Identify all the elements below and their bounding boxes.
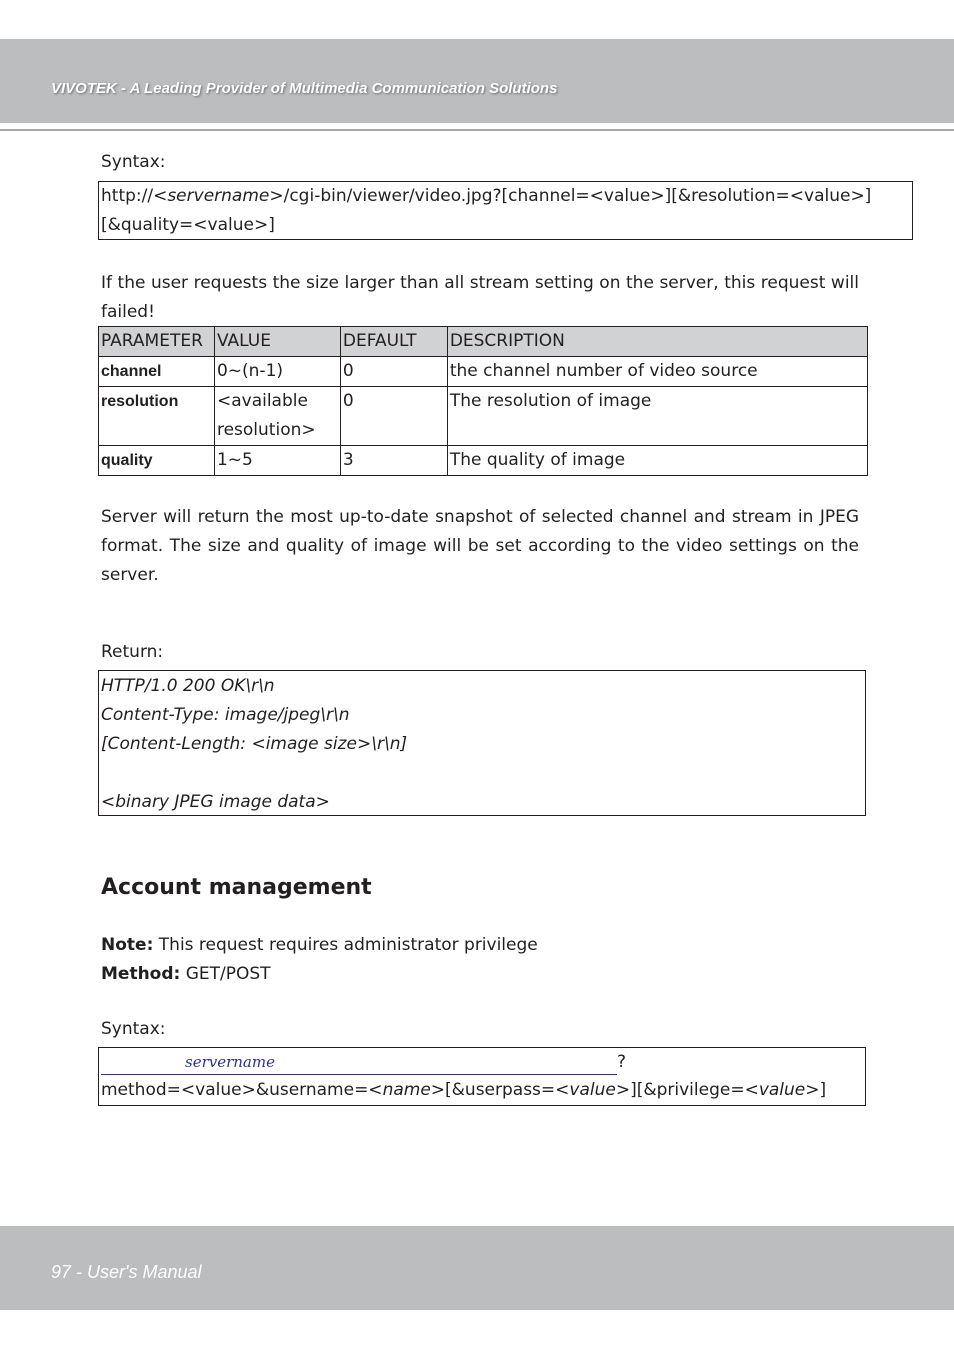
return-label: Return:: [101, 642, 164, 662]
method-line: [101, 960, 271, 989]
table-header-row: [99, 327, 868, 357]
syntax-suffix: >/cgi-bin/viewer/video.jpg?[channel=<value>][&resolution=<value>]: [269, 186, 872, 206]
account-syntax-line-1: [101, 1048, 863, 1076]
col-header-default: DEFAULT: [340, 327, 447, 357]
table-row: [99, 387, 868, 446]
syntax-var: value: [758, 1080, 806, 1100]
size-warning: If the user requests the size larger than all stream setting on the server, this request will failed!: [101, 273, 859, 322]
param-value: 1~5: [214, 446, 340, 476]
return-line: Content-Type: image/jpeg\r\n: [101, 705, 350, 725]
header-divider: [0, 129, 954, 131]
param-description: The quality of image: [447, 446, 867, 476]
note-text: This request requires administrator privilege: [153, 935, 538, 955]
header-title: VIVOTEK - A Leading Provider of Multimedia Communication Solutions: [51, 80, 558, 97]
table-row: [99, 357, 868, 387]
param-value: 0~(n-1): [214, 357, 340, 387]
param-name: resolution: [99, 387, 215, 446]
param-default: 0: [340, 387, 447, 446]
syntax-prefix: http://<: [101, 186, 168, 206]
parameter-table: [98, 326, 868, 476]
table-row: [99, 446, 868, 476]
param-default: 3: [340, 446, 447, 476]
section-heading: Account management: [101, 875, 372, 900]
account-syntax-box: [98, 1047, 866, 1106]
note-line: [101, 931, 538, 960]
syntax-label: Syntax:: [101, 152, 166, 172]
return-line: <binary JPEG image data>: [101, 792, 330, 812]
syntax-part: >]: [805, 1080, 827, 1100]
return-line: [101, 759, 863, 788]
note-label: Note:: [101, 935, 154, 955]
col-header-parameter: PARAMETER: [99, 327, 215, 357]
col-header-description: DESCRIPTION: [447, 327, 867, 357]
param-value-line-1: <available: [216, 391, 308, 411]
param-name: quality: [99, 446, 215, 476]
account-syntax-line-2: [101, 1076, 863, 1105]
account-syntax-label: Syntax:: [101, 1019, 166, 1039]
param-description: the channel number of video source: [447, 357, 867, 387]
syntax-part: method=<value>&username=<: [101, 1080, 383, 1100]
return-box: [98, 670, 866, 816]
param-value-line-2: resolution>: [216, 420, 316, 440]
syntax-part: >[&userpass=<: [430, 1080, 570, 1100]
syntax-question: ?: [617, 1052, 627, 1072]
param-value: [214, 387, 340, 446]
video-syntax-box: [98, 181, 913, 240]
video-syntax-line-2: [&quality=<value>]: [101, 215, 275, 235]
return-line: HTTP/1.0 200 OK\r\n: [101, 676, 275, 696]
col-header-value: VALUE: [214, 327, 340, 357]
server-note: Server will return the most up-to-date snapshot of selected channel and stream in JPEG format. The size and quality of image will be set according to the video settings on the server.: [101, 507, 859, 585]
syntax-var: value: [569, 1080, 616, 1100]
servername-link[interactable]: servername: [101, 1050, 617, 1075]
syntax-part: >][&privilege=<: [615, 1080, 759, 1100]
method-label: Method:: [101, 964, 181, 984]
method-text: GET/POST: [180, 964, 271, 984]
return-line: [Content-Length: <image size>\r\n]: [101, 734, 408, 754]
footer-page-label: 97 - User's Manual: [51, 1262, 202, 1282]
param-name: channel: [99, 357, 215, 387]
param-default: 0: [340, 357, 447, 387]
syntax-var: name: [382, 1080, 431, 1100]
servername-var: servername: [167, 186, 270, 206]
param-description: The resolution of image: [447, 387, 867, 446]
video-syntax-line-1: [101, 182, 910, 211]
